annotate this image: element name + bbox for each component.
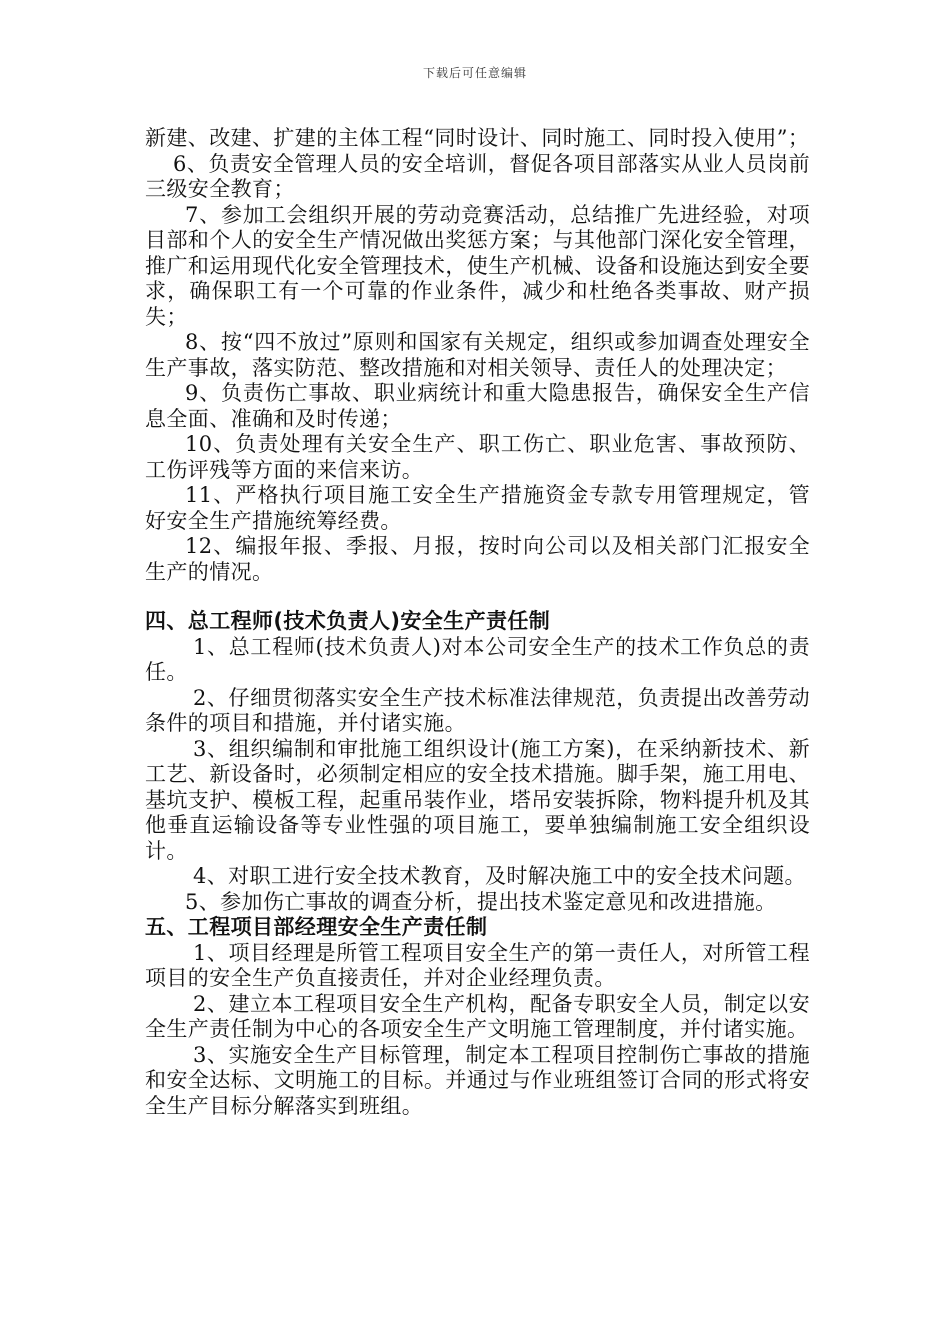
section-gap — [145, 585, 810, 609]
paragraph-item-10: 10、负责处理有关安全生产、职工伤亡、职业危害、事故预防、工伤评残等方面的来信来访。 — [145, 432, 810, 482]
section-5-item-3: 3、实施安全生产目标管理，制定本工程项目控制伤亡事故的措施和安全达标、文明施工的目标。并通过与作业班组签订合同的形式将安全生产目标分解落实到班组。 — [145, 1042, 810, 1118]
section-5-item-1: 1、项目经理是所管工程项目安全生产的第一责任人，对所管工程项目的安全生产负直接责任，并对企业经理负责。 — [145, 940, 810, 990]
paragraph-item-7: 7、参加工会组织开展的劳动竞赛活动，总结推广先进经验，对项目部和个人的安全生产情况做出奖惩方案；与其他部门深化安全管理，推广和运用现代化安全管理技术，使生产机械、设备和设施达到安全要求，确保职工有一个可靠的作业条件，减少和杜绝各类事故、财产损失； — [145, 202, 810, 329]
section-4-heading: 四、总工程师(技术负责人)安全生产责任制 — [145, 609, 551, 633]
paragraph-item-6: 6、负责安全管理人员的安全培训，督促各项目部落实从业人员岗前三级安全教育； — [145, 151, 810, 201]
section-4-item-4: 4、对职工进行安全技术教育，及时解决施工中的安全技术问题。 — [193, 864, 806, 888]
section-4-item-2: 2、仔细贯彻落实安全生产技术标准法律规范，负责提出改善劳动条件的项目和措施，并付诸实施。 — [145, 685, 810, 735]
paragraph-continuation: 新建、改建、扩建的主体工程“同时设计、同时施工、同时投入使用”； — [145, 126, 810, 150]
section-4-item-5: 5、参加伤亡事故的调查分析，提出技术鉴定意见和改进措施。 — [185, 889, 777, 914]
section-4-item-3: 3、组织编制和审批施工组织设计(施工方案)，在采纳新技术、新工艺、新设备时，必须制定相应的安全技术措施。脚手架，施工用电、基坑支护、模板工程，起重吊装作业，塔吊安装拆除，物料提升机及其他垂直运输设备等专业性强的项目施工，要单独编制施工安全组织设计。 — [145, 736, 810, 863]
paragraph-item-8: 8、按“四不放过”原则和国家有关规定，组织或参加调查处理安全生产事故，落实防范、整改措施和对相关领导、责任人的处理决定； — [145, 330, 810, 380]
document-body — [145, 126, 810, 1119]
section-4-item-1: 1、总工程师(技术负责人)对本公司安全生产的技术工作负总的责任。 — [145, 634, 810, 684]
section-5-item-2: 2、建立本工程项目安全生产机构，配备专职安全人员，制定以安全生产责任制为中心的各项安全生产文明施工管理制度，并付诸实施。 — [145, 991, 810, 1041]
paragraph-item-12: 12、编报年报、季报、月报，按时向公司以及相关部门汇报安全生产的情况。 — [145, 534, 810, 584]
paragraph-item-11: 11、严格执行项目施工安全生产措施资金专款专用管理规定，管好安全生产措施统筹经费。 — [145, 483, 810, 533]
section-5-heading: 五、工程项目部经理安全生产责任制 — [145, 915, 488, 939]
paragraph-item-9: 9、负责伤亡事故、职业病统计和重大隐患报告，确保安全生产信息全面、准确和及时传递； — [145, 381, 810, 431]
page-header: 下载后可任意编辑 — [422, 66, 527, 80]
